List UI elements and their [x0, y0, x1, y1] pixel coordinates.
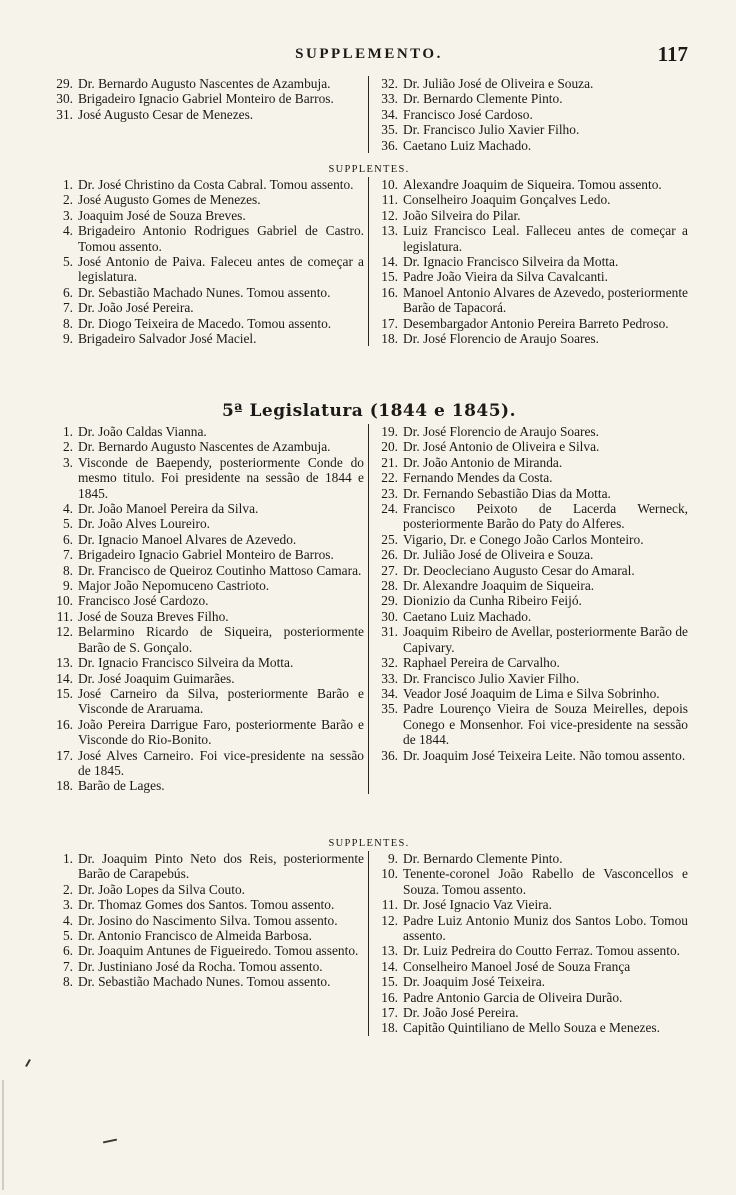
item-number: 15. — [381, 269, 398, 285]
supplentes-section-2 — [50, 837, 688, 1036]
item-text: Visconde de Baependy, posteriormente Conde do mesmo titulo. Foi presidente na sessão de 1844 e 1845. — [78, 454, 364, 501]
item-number: 5. — [62, 516, 73, 532]
item-number: 2. — [62, 439, 73, 455]
legislatura-section — [50, 398, 688, 794]
list-item — [375, 486, 688, 501]
list-item — [375, 122, 688, 137]
item-text: Brigadeiro Salvador José Maciel. — [78, 331, 257, 347]
list-item — [375, 470, 688, 485]
list-item — [375, 578, 688, 593]
item-number: 36. — [381, 747, 398, 763]
list-item — [50, 593, 364, 608]
list-item — [375, 107, 688, 122]
list-item — [50, 547, 364, 562]
list-item — [50, 208, 364, 223]
list-item — [50, 563, 364, 578]
item-number: 23. — [381, 485, 398, 501]
list-item — [50, 748, 364, 779]
list-item — [50, 974, 364, 989]
item-number: 32. — [381, 76, 398, 91]
item-number: 18. — [56, 778, 73, 794]
item-number: 17. — [381, 315, 398, 331]
item-text: Dr. Sebastião Machado Nunes. Tomou assento. — [78, 974, 331, 990]
list-item — [375, 748, 688, 763]
item-text: Brigadeiro Ignacio Gabriel Monteiro de Barros. — [78, 91, 334, 107]
item-number: 13. — [381, 223, 398, 239]
item-number: 31. — [56, 106, 73, 122]
item-number: 34. — [381, 685, 398, 701]
item-number: 14. — [381, 958, 398, 974]
item-number: 8. — [62, 974, 73, 990]
item-number: 17. — [381, 1005, 398, 1021]
ink-mark — [25, 1059, 31, 1067]
page-edge-specks — [2, 1080, 4, 1190]
item-text: Capitão Quintiliano de Mello Souza e Menezes. — [403, 1020, 660, 1036]
list-item — [50, 624, 364, 655]
item-text: Dr. Ignacio Francisco Silveira da Motta. — [403, 254, 619, 270]
list-item — [50, 439, 364, 454]
item-number: 15. — [381, 974, 398, 990]
supplentes-1-left-column — [50, 177, 369, 346]
item-text: João Pereira Darrigue Faro, posteriormente Barão e Visconde do Rio-Bonito. — [78, 716, 364, 748]
item-number: 6. — [62, 284, 73, 300]
item-text: Padre Antonio Garcia de Oliveira Durão. — [403, 989, 623, 1005]
item-text: Dr. Bernardo Clemente Pinto. — [403, 91, 563, 107]
list-item — [375, 331, 688, 346]
item-number: 4. — [62, 912, 73, 928]
list-item — [50, 943, 364, 958]
item-number: 25. — [381, 531, 398, 547]
running-title: SUPPLEMENTO. — [295, 46, 443, 62]
item-text: Dr. João José Pereira. — [78, 300, 194, 316]
list-item — [375, 593, 688, 608]
item-text: Francisco José Cardoso. — [403, 106, 533, 122]
item-number: 22. — [381, 470, 398, 486]
list-item — [375, 701, 688, 747]
item-number: 29. — [56, 76, 73, 91]
item-text: Conselheiro Joaquim Gonçalves Ledo. — [403, 192, 611, 208]
list-item — [50, 578, 364, 593]
list-item — [375, 316, 688, 331]
item-text: Padre Lourenço Vieira de Souza Meirelles, depois Conego e Monsenhor. Foi vice-presidente na sessão de 1844. — [403, 701, 688, 748]
item-text: Dr. Diogo Teixeira de Macedo. Tomou assento. — [78, 315, 332, 331]
item-text: Alexandre Joaquim de Siqueira. Tomou assento. — [403, 177, 662, 192]
item-text: Dr. João Caldas Vianna. — [78, 424, 207, 439]
item-text: Dr. Julião José de Oliveira e Souza. — [403, 547, 594, 563]
list-item — [50, 455, 364, 501]
item-number: 18. — [381, 1020, 398, 1036]
item-number: 12. — [381, 912, 398, 928]
item-number: 6. — [62, 943, 73, 959]
item-text: Raphael Pereira de Carvalho. — [403, 655, 560, 671]
item-text: Dr. José Florencio de Araujo Soares. — [403, 424, 599, 439]
item-number: 9. — [387, 851, 398, 866]
item-text: Major João Nepomuceno Castrioto. — [78, 578, 270, 594]
item-number: 16. — [56, 716, 73, 732]
item-number: 7. — [62, 300, 73, 316]
list-item — [375, 655, 688, 670]
item-text: José Antonio de Paiva. Faleceu antes de começar a legislatura. — [78, 254, 364, 285]
item-text: Dr. Joaquim José Teixeira Leite. Não tomou assento. — [403, 747, 686, 763]
list-item — [50, 223, 364, 254]
item-text: Dr. Bernardo Augusto Nascentes de Azambuja. — [78, 76, 331, 91]
supplentes-heading-2: SUPPLENTES. — [328, 838, 410, 849]
item-text: Dr. José Christino da Costa Cabral. Tomou assento. — [78, 177, 354, 192]
item-number: 3. — [62, 454, 73, 470]
list-item — [50, 913, 364, 928]
item-number: 10. — [56, 593, 73, 609]
list-item — [375, 913, 688, 944]
item-number: 33. — [381, 670, 398, 686]
item-text: Caetano Luiz Machado. — [403, 608, 532, 624]
item-number: 30. — [381, 608, 398, 624]
list-item — [50, 300, 364, 315]
item-text: Dr. Julião José de Oliveira e Souza. — [403, 76, 594, 91]
list-item — [375, 532, 688, 547]
item-number: 15. — [56, 685, 73, 701]
item-number: 16. — [381, 989, 398, 1005]
list-item — [375, 563, 688, 578]
item-text: Dr. Ignacio Francisco Silveira da Motta. — [78, 655, 294, 671]
list-item — [375, 269, 688, 284]
item-number: 21. — [381, 454, 398, 470]
item-text: Dr. Bernardo Augusto Nascentes de Azambuja. — [78, 439, 331, 455]
item-number: 9. — [62, 331, 73, 347]
list-item — [375, 455, 688, 470]
list-item — [50, 177, 364, 192]
item-number: 24. — [381, 501, 398, 517]
item-number: 12. — [381, 207, 398, 223]
list-item — [50, 331, 364, 346]
item-text: Fernando Mendes da Costa. — [403, 470, 553, 486]
list-item — [375, 1020, 688, 1035]
list-item — [375, 76, 688, 91]
item-number: 18. — [381, 331, 398, 347]
list-item — [375, 138, 688, 153]
item-text: Dr. Francisco Julio Xavier Filho. — [403, 122, 580, 138]
item-text: Dr. Joaquim Antunes de Figueiredo. Tomou assento. — [78, 943, 359, 959]
item-text: Manoel Antonio Alvares de Azevedo, posteriormente Barão de Tapacorá. — [403, 284, 688, 316]
item-text: José Alves Carneiro. Foi vice-presidente na sessão de 1845. — [78, 747, 364, 778]
list-item — [50, 882, 364, 897]
item-number: 1. — [62, 177, 73, 192]
item-text: José Augusto Cesar de Menezes. — [78, 106, 254, 122]
item-number: 19. — [381, 424, 398, 439]
item-number: 14. — [56, 670, 73, 686]
item-number: 29. — [381, 593, 398, 609]
item-number: 34. — [381, 106, 398, 122]
item-text: Dr. Thomaz Gomes dos Santos. Tomou assento. — [78, 897, 335, 913]
item-text: Dr. José Antonio de Oliveira e Silva. — [403, 439, 600, 455]
top-list-left-column — [50, 76, 369, 153]
list-item — [50, 655, 364, 670]
list-item — [50, 928, 364, 943]
list-item — [375, 1005, 688, 1020]
item-text: Francisco José Cardozo. — [78, 593, 209, 609]
item-number: 9. — [62, 578, 73, 594]
legislatura-left-column — [50, 424, 369, 794]
list-item — [375, 624, 688, 655]
item-text: Belarmino Ricardo de Siqueira, posteriormente Barão de S. Gonçalo. — [78, 624, 364, 655]
list-item — [375, 547, 688, 562]
legislatura-right-column — [369, 424, 688, 794]
item-number: 7. — [62, 547, 73, 563]
item-text: Desembargador Antonio Pereira Barreto Pedroso. — [403, 315, 669, 331]
list-item — [375, 254, 688, 269]
list-item — [50, 959, 364, 974]
list-item — [375, 897, 688, 912]
list-item — [50, 778, 364, 793]
item-number: 7. — [62, 958, 73, 974]
item-number: 4. — [62, 223, 73, 239]
list-item — [375, 285, 688, 316]
item-number: 2. — [62, 881, 73, 897]
item-text: Joaquim José de Souza Breves. — [78, 207, 246, 223]
item-number: 11. — [56, 608, 73, 624]
item-text: Dionizio da Cunha Ribeiro Feijó. — [403, 593, 582, 609]
list-item — [50, 897, 364, 912]
item-number: 4. — [62, 501, 73, 517]
list-item — [375, 686, 688, 701]
item-text: Dr. Sebastião Machado Nunes. Tomou assento. — [78, 284, 331, 300]
list-item — [375, 223, 688, 254]
item-number: 1. — [62, 851, 73, 866]
item-number: 30. — [56, 91, 73, 107]
list-item — [50, 501, 364, 516]
list-item — [50, 316, 364, 331]
item-number: 36. — [381, 137, 398, 153]
item-number: 1. — [62, 424, 73, 439]
item-number: 31. — [381, 624, 398, 640]
list-item — [50, 516, 364, 531]
item-text: Dr. José Ignacio Vaz Vieira. — [403, 897, 552, 913]
list-item — [375, 974, 688, 989]
item-text: Tenente-coronel João Rabello de Vasconcellos e Souza. Tomou assento. — [403, 866, 688, 897]
item-text: Dr. Joaquim José Teixeira. — [403, 974, 545, 990]
list-item — [50, 107, 364, 122]
item-number: 10. — [381, 177, 398, 192]
supplentes-2-right-column — [369, 851, 688, 1036]
item-text: Dr. Joaquim Pinto Neto dos Reis, posteriormente Barão de Carapebús. — [78, 851, 364, 882]
item-number: 11. — [381, 192, 398, 208]
list-item — [50, 285, 364, 300]
list-item — [375, 439, 688, 454]
list-item — [50, 532, 364, 547]
item-number: 14. — [381, 254, 398, 270]
item-text: Dr. Luiz Pedreira do Coutto Ferraz. Tomou assento. — [403, 943, 680, 959]
item-text: Caetano Luiz Machado. — [403, 137, 532, 153]
item-text: Dr. Antonio Francisco de Almeida Barbosa. — [78, 928, 312, 944]
list-item — [50, 851, 364, 882]
item-text: José Carneiro da Silva, posteriormente Barão e Visconde de Araruama. — [78, 685, 364, 717]
item-text: Dr. Fernando Sebastião Dias da Motta. — [403, 485, 611, 501]
item-number: 2. — [62, 192, 73, 208]
item-text: Dr. João Lopes da Silva Couto. — [78, 881, 245, 897]
item-text: Dr. Ignacio Manoel Alvares de Azevedo. — [78, 531, 297, 547]
item-text: Dr. João Alves Loureiro. — [78, 516, 211, 532]
item-number: 26. — [381, 547, 398, 563]
item-text: Dr. João Manoel Pereira da Silva. — [78, 501, 259, 517]
list-item — [50, 91, 364, 106]
list-item — [375, 959, 688, 974]
item-text: Barão de Lages. — [78, 778, 165, 794]
list-item — [375, 91, 688, 106]
item-number: 10. — [381, 866, 398, 882]
list-item — [375, 208, 688, 223]
top-list-right-column — [369, 76, 688, 153]
top-list-section — [50, 76, 688, 153]
item-text: João Silveira do Pilar. — [403, 207, 521, 223]
item-number: 27. — [381, 562, 398, 578]
list-item — [50, 254, 364, 285]
item-text: Dr. José Florencio de Araujo Soares. — [403, 331, 599, 347]
item-text: Dr. José Joaquim Guimarães. — [78, 670, 235, 686]
list-item — [375, 851, 688, 866]
item-text: Conselheiro Manoel José de Souza França — [403, 958, 631, 974]
list-item — [375, 501, 688, 532]
item-number: 16. — [381, 284, 398, 300]
item-number: 32. — [381, 655, 398, 671]
list-item — [375, 424, 688, 439]
item-text: Francisco Peixoto de Lacerda Werneck, posteriormente Barão do Paty do Alferes. — [403, 501, 688, 532]
item-number: 11. — [381, 897, 398, 913]
item-text: Dr. Francisco de Queiroz Coutinho Mattoso Camara. — [78, 562, 362, 578]
list-item — [50, 192, 364, 207]
item-number: 5. — [62, 254, 73, 270]
item-number: 12. — [56, 624, 73, 640]
list-item — [50, 686, 364, 717]
list-item — [50, 424, 364, 439]
item-text: José de Souza Breves Filho. — [78, 608, 229, 624]
item-text: Luiz Francisco Leal. Falleceu antes de começar a legislatura. — [403, 223, 688, 254]
item-text: Padre João Vieira da Silva Cavalcanti. — [403, 269, 608, 285]
item-number: 6. — [62, 531, 73, 547]
list-item — [50, 76, 364, 91]
item-number: 8. — [62, 562, 73, 578]
list-item — [375, 943, 688, 958]
item-number: 13. — [381, 943, 398, 959]
item-text: Vigario, Dr. e Conego João Carlos Monteiro. — [403, 531, 644, 547]
list-item — [375, 177, 688, 192]
item-text: Padre Luiz Antonio Muniz dos Santos Lobo. Tomou assento. — [403, 912, 688, 944]
supplentes-section-1 — [50, 163, 688, 346]
list-item — [375, 990, 688, 1005]
ink-mark — [103, 1139, 117, 1144]
item-text: Dr. Deocleciano Augusto Cesar do Amaral. — [403, 562, 635, 578]
supplentes-heading-1: SUPPLENTES. — [328, 164, 410, 175]
supplentes-2-left-column — [50, 851, 369, 1036]
item-text: Joaquim Ribeiro de Avellar, posteriormente Barão de Capivary. — [403, 624, 688, 655]
list-item — [375, 192, 688, 207]
item-text: Dr. João Antonio de Miranda. — [403, 454, 563, 470]
list-item — [375, 671, 688, 686]
item-text: Dr. Francisco Julio Xavier Filho. — [403, 670, 580, 686]
list-item — [50, 717, 364, 748]
item-number: 5. — [62, 928, 73, 944]
page-header — [50, 42, 688, 70]
list-item — [375, 609, 688, 624]
item-number: 35. — [381, 701, 398, 717]
item-text: José Augusto Gomes de Menezes. — [78, 192, 261, 208]
item-number: 35. — [381, 122, 398, 138]
legislatura-heading: 5ª Legislatura (1844 e 1845). — [221, 401, 517, 421]
list-item — [50, 609, 364, 624]
item-text: Brigadeiro Ignacio Gabriel Monteiro de Barros. — [78, 547, 334, 563]
item-text: Dr. Justiniano José da Rocha. Tomou assento. — [78, 958, 323, 974]
item-number: 20. — [381, 439, 398, 455]
list-item — [375, 866, 688, 897]
page-number: 117 — [657, 42, 688, 66]
item-number: 3. — [62, 207, 73, 223]
supplentes-1-right-column — [369, 177, 688, 346]
item-text: Dr. Josino do Nascimento Silva. Tomou assento. — [78, 912, 338, 928]
item-number: 17. — [56, 747, 73, 763]
item-text: Dr. Alexandre Joaquim de Siqueira. — [403, 578, 595, 594]
item-text: Dr. Bernardo Clemente Pinto. — [403, 851, 563, 866]
list-item — [50, 671, 364, 686]
item-number: 28. — [381, 578, 398, 594]
item-number: 3. — [62, 897, 73, 913]
item-number: 13. — [56, 655, 73, 671]
item-text: Brigadeiro Antonio Rodrigues Gabriel de Castro. Tomou assento. — [78, 223, 364, 254]
item-text: Dr. João José Pereira. — [403, 1005, 519, 1021]
item-number: 8. — [62, 315, 73, 331]
item-text: Veador José Joaquim de Lima e Silva Sobrinho. — [403, 685, 660, 701]
item-number: 33. — [381, 91, 398, 107]
